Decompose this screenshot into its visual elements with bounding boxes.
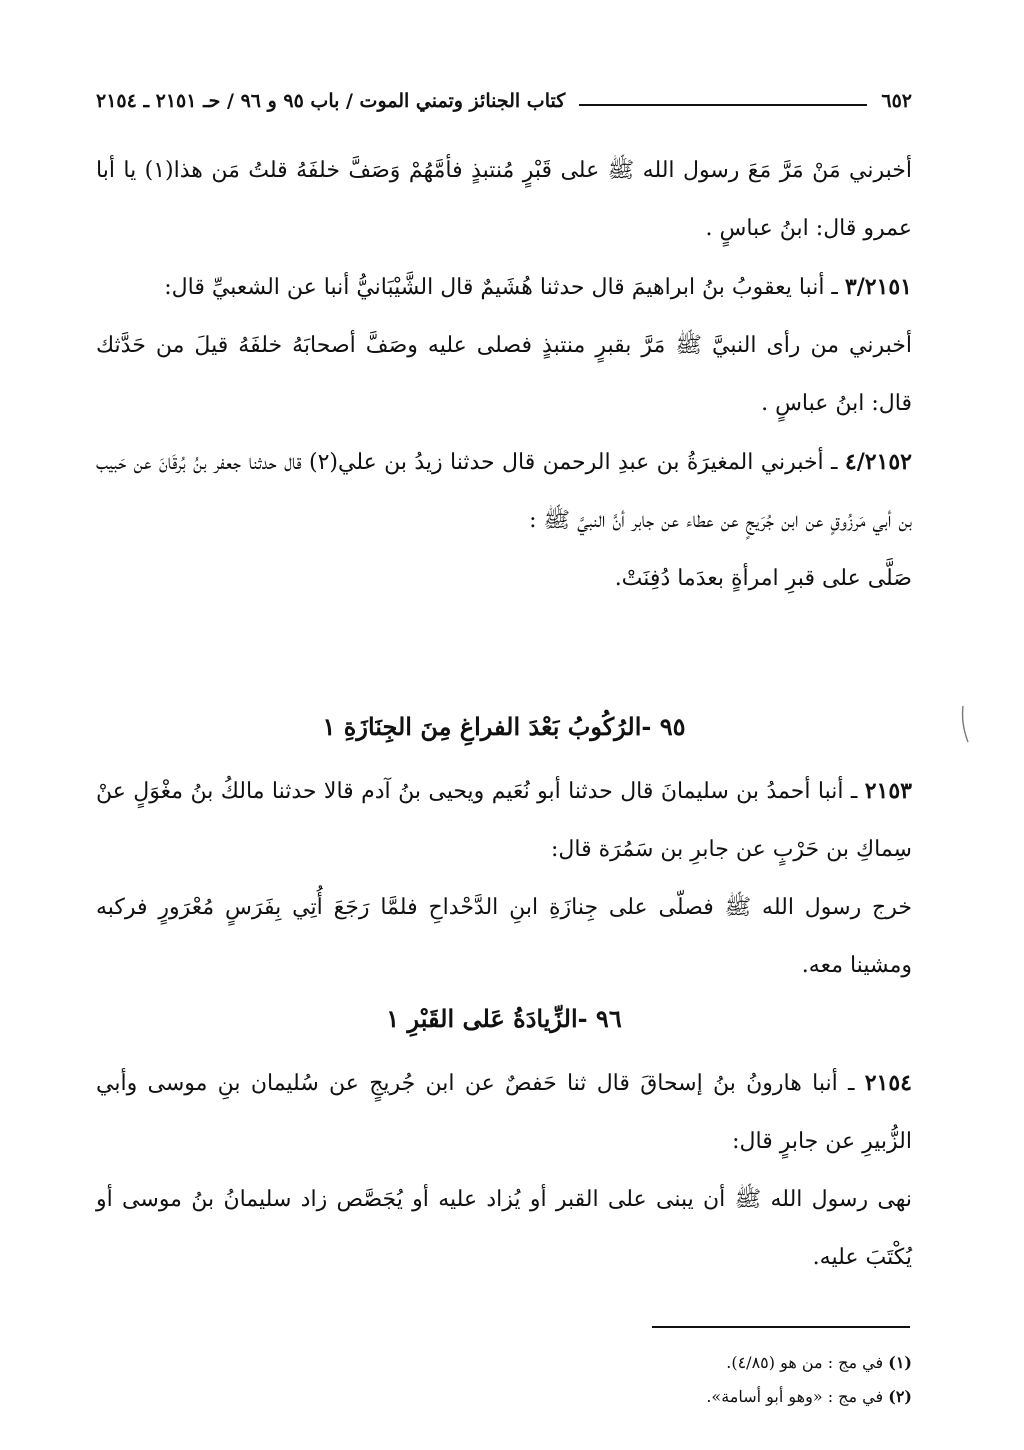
footnote-mark: (٢) xyxy=(888,1387,912,1406)
hadith-number: ٤/٢١٥٢ xyxy=(844,449,912,475)
running-title: كتاب الجنائز وتمني الموت / باب ٩٥ و ٩٦ / حـ ٢١٥١ ـ ٢١٥٤ xyxy=(96,90,566,112)
paragraph-text: أخبرني من رأى النبيَّ ﷺ مَرَّ بقبرٍ منتبذٍ فصلى عليه وصَفَّ أصحابَهُ خلفَهُ قيلَ من حَدَّثك قال: ابنُ عباسٍ . xyxy=(96,333,912,416)
hadith-continuation xyxy=(96,142,912,258)
footnote-rule xyxy=(652,1326,910,1328)
text-block-section-96 xyxy=(96,1054,912,1287)
hadith-isnad: ـ أخبرني المغيرَةُ بن عبدِ الرحمن قال حدثنا زيدُ بن علي(٢) قال حدثنا جعفر بنُ بُرقَانَ عن حَبيب بن أبي مَرزُوقٍ عن ابن جُرَيجٍ عن عطاء عن جابر أنَّ النبيَّ ﷺ : xyxy=(96,450,912,533)
paragraph-text: أخبرني مَنْ مَرَّ مَعَ رسول الله ﷺ على قَبْرٍ مُنتبذٍ فأمَّهُمْ وَصَفَّ خلفَهُ قلتُ مَن هذا(١) يا أبا عمرو قال: ابنُ عباسٍ . xyxy=(96,158,912,241)
footnote-text: في مج : من هو (٤/٨٥). xyxy=(726,1353,884,1372)
hadith-isnad: ـ أنبا أحمدُ بن سليمانَ قال حدثنا أبو نُعَيم ويحيى بنُ آدم قالا حدثنا مالكُ بنُ مغْوَلٍ عنْ سِماكِ بن حَرْبٍ عن جابرِ بن سَمُرَة قال: xyxy=(96,779,912,862)
hadith-matn xyxy=(96,1171,912,1287)
paragraph-text: نهى رسول الله ﷺ أن يبنى على القبر أو يُزاد عليه أو يُجَصَّص زاد سليمانُ بنُ موسى أو يُكْتَبَ عليه. xyxy=(96,1187,912,1270)
hadith-matn xyxy=(96,550,912,608)
section-heading: ٩٦ -الزِّيادَةُ عَلى القَبْرِ ١ xyxy=(386,1004,622,1033)
page-number: ٦٥٢ xyxy=(881,90,912,112)
header-rule xyxy=(579,104,867,106)
footnote xyxy=(96,1380,912,1414)
section-heading: ٩٥ -الرُكُوبُ بَعْدَ الفراغِ مِنَ الجِنَازَةِ ١ xyxy=(322,712,686,741)
footnote-text: في مج : «وهو أبو أسامة». xyxy=(706,1387,884,1406)
page-header xyxy=(96,78,912,124)
text-block-section-95 xyxy=(96,762,912,995)
hadith-isnad: ـ أنبا يعقوبُ بنُ ابراهيمَ قال حدثنا هُشَيمٌ قال الشَّيْبَانيُّ أنبا عن الشعبيِّ قال: xyxy=(164,275,845,300)
hadith-matn xyxy=(96,879,912,995)
hadith-matn xyxy=(96,317,912,433)
footnote-mark: (١) xyxy=(888,1353,912,1372)
hadith-entry xyxy=(96,1054,912,1171)
hadith-entry xyxy=(96,433,912,550)
scan-mark xyxy=(960,704,970,744)
footnotes xyxy=(96,1346,912,1414)
footnote xyxy=(96,1346,912,1380)
hadith-entry xyxy=(96,258,912,317)
paragraph-text: صَلَّى على قبرِ امرأةٍ بعدَما دُفِنَتْ. xyxy=(614,566,912,591)
hadith-number: ٢١٥٤ xyxy=(864,1070,912,1096)
text-block-top xyxy=(96,142,912,608)
hadith-number: ٢١٥٣ xyxy=(864,778,912,804)
hadith-number: ٣/٢١٥١ xyxy=(844,274,912,300)
hadith-entry xyxy=(96,762,912,879)
paragraph-text: خرج رسول الله ﷺ فصلّى على جِنازَةِ ابنِ الدَّحْداحِ فلمَّا رَجَعَ أُتِي بِفَرَسٍ مُعْرَورٍ فركبه ومشينا معه. xyxy=(96,895,912,978)
hadith-isnad: ـ أنبا هارونُ بنُ إسحاقَ قال ثنا حَفصٌ عن ابن جُريجٍ عن سُليمان بنِ موسى وأبي الزُّبيرِ عن جابرٍ قال: xyxy=(96,1071,912,1154)
